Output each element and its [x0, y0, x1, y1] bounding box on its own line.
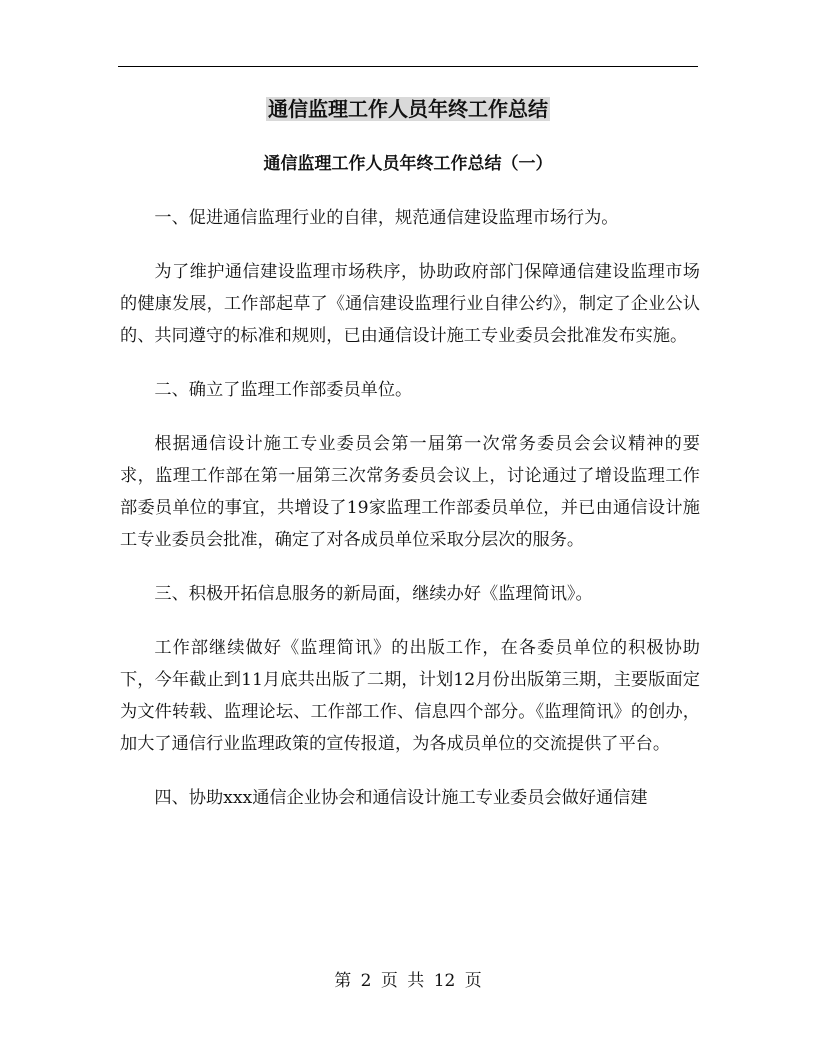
paragraph: 根据通信设计施工专业委员会第一届第一次常务委员会会议精神的要求，监理工作部在第一届第三次常务委员会议上，讨论通过了增设监理工作部委员单位的事宜，共增设了19家监理工作部委员单位，并已由通信设计施工专业委员会批准，确定了对各成员单位采取分层次的服务。 — [120, 434, 700, 550]
page-footer: 第 2 页 共 12 页 — [334, 971, 482, 991]
paragraph: 二、确立了监理工作部委员单位。 — [154, 380, 413, 400]
document-title-text: 通信监理工作人员年终工作总结 — [268, 97, 548, 121]
document-title — [0, 94, 816, 124]
document-body — [120, 202, 700, 836]
paragraph: 为了维护通信建设监理市场秩序，协助政府部门保障通信建设监理市场的健康发展，工作部起草了《通信建设监理行业自律公约》，制定了企业公认的、共同遵守的标准和规则，已由通信设计施工专业委员会批准发布实施。 — [120, 262, 700, 346]
paragraph: 工作部继续做好《监理简讯》的出版工作，在各委员单位的积极协助下，今年截止到11月底共出版了二期，计划12月份出版第三期，主要版面定为文件转载、监理论坛、工作部工作、信息四个部分。《监理简讯》的创办，加大了通信行业监理政策的宣传报道，为各成员单位的交流提供了平台。 — [120, 638, 700, 754]
paragraph: 三、积极开拓信息服务的新局面，继续办好《监理简讯》。 — [154, 584, 593, 604]
paragraph: 四、协助xxx通信企业协会和通信设计施工专业委员会做好通信建 — [154, 788, 648, 808]
header-rule — [118, 66, 698, 67]
document-subtitle: 通信监理工作人员年终工作总结（一） — [263, 154, 553, 174]
paragraph: 一、促进通信监理行业的自律，规范通信建设监理市场行为。 — [154, 208, 619, 228]
